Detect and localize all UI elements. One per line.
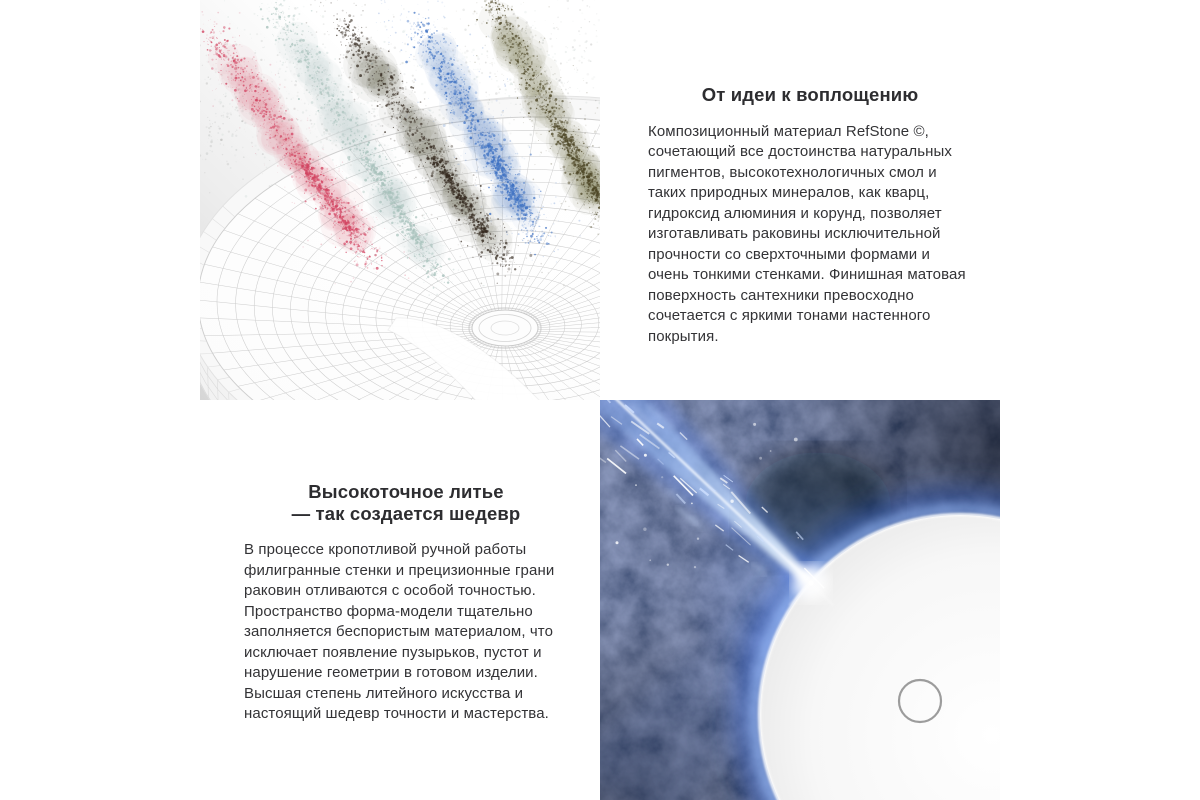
casting-heading-line2: — так создается шедевр	[291, 502, 521, 524]
casting-heading	[244, 481, 568, 524]
idea-heading: От идеи к воплощению	[701, 84, 919, 105]
pigments-illustration	[200, 0, 600, 400]
idea-text-block	[648, 84, 972, 347]
casting-illustration	[600, 400, 1000, 800]
casting-heading-line1: Высокоточное литье	[308, 481, 504, 502]
casting-text-block	[244, 481, 568, 725]
casting-body: В процессе кропотливой ручной работы филигранные стенки и прецизионные грани раковин отливаются с особой точностью. Пространство форма-модели тщательно заполняется беспористым материалом, что исключает появление пузырьков, пустот и нарушение геометрии в готовом изделии. Высшая степень литейного искусства и настоящий шедевр точности и мастерства.	[244, 541, 555, 722]
casting-scene-image	[600, 400, 1000, 800]
idea-body: Композиционный материал RefStone ©, сочетающий все достоинства натуральных пигментов, высокотехнологичных смол и таких природных минералов, как кварц, гидроксид алюминия и корунд, позволяет изготавливать раковины исключительной прочности со сверхточными формами и очень тонкими стенками. Финишная матовая поверхность сантехники превосходно сочетается с яркими тонами настенного покрытия.	[648, 122, 966, 345]
pigment-powder-sprays	[200, 0, 600, 400]
